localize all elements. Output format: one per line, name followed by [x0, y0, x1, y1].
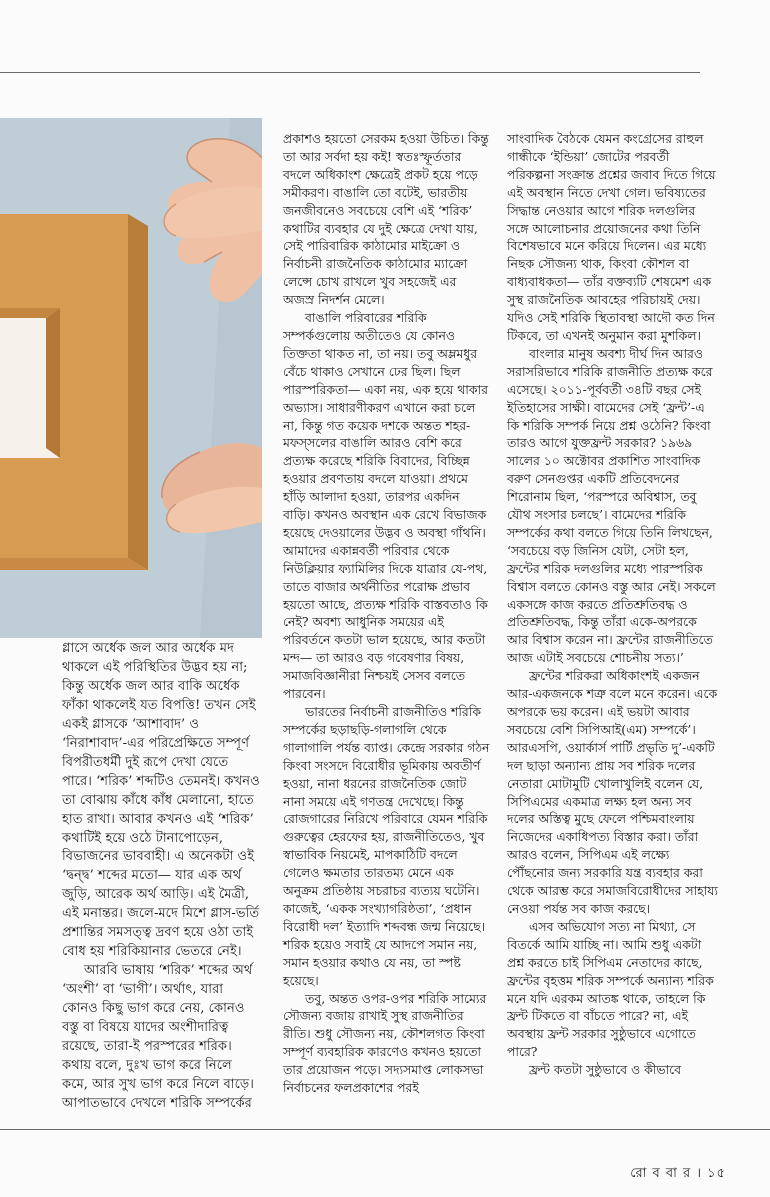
paragraph: তবু, অন্তত ওপর-ওপর শরিকি সাম্যের সৌজন্য বজায় রাখাই সুস্থ রাজনীতির রীতি। শুধু সৌজন্য নয়, কৌশলগত কিংবা সম্পূর্ণ ব্যবহারিক কারণেও কখনও হয়তো তার প্রয়োজন পড়ে। সদ্যসমাপ্ত লোকসভা নির্বাচনের ফলপ্রকাশের পরই [283, 990, 487, 1096]
paragraph: ফ্রন্টের শরিকরা অধিকাংশই একজন আর-একজনকে শত্রু বলে মনে করেন। একে অপরকে ভয় করেন। এই ভয়টা আবার সবচেয়ে বেশি সিপিআই(এম) সম্পর্কে’। আরএসপি, ওয়ার্কার্স পার্টি প্রভৃতি দু’-একটি দল ছাড়া অন্যান্য প্রায় সব শরিক দলের নেতারা মোটামুটি খোলাখুলিই বলেন যে, সিপিএমের একমাত্র লক্ষ্য হল অন্য সব দলের অস্তিত্ব মুছে ফেলে পশ্চিমবাংলায় নিজেদের একাধিপত্য বিস্তার করা। তাঁরা আরও বলেন, সিপিএম এই লক্ষ্যে পৌঁছনোর জন্য সরকারি যন্ত্র ব্যবহার করা থেকে আরম্ভ করে সমাজবিরোধীদের সাহায্য নেওয়া পর্যন্ত সব কাজ করছে। [507, 668, 718, 916]
article-column-3 [507, 130, 719, 1079]
article-column-1 [62, 640, 260, 1114]
header-divider [0, 72, 700, 73]
page-footer-label: রো ব বা র । ১৫ [630, 1166, 726, 1181]
paragraph: ভারতের নির্বাচনী রাজনীতিও শরিকি সম্পর্কের ছড়াছড়ি-গলাগলি থেকে গালাগালি পর্যন্ত ব্যাপ্ত। কেন্দ্রে সরকার গঠন কিংবা সংসদে বিরোধীর ভূমিকায় অবতীর্ণ হওয়া, নানা ধরনের রাজনৈতিক জোট নানা সময়ে এই গণতন্ত্র দেখেছে। কিন্তু রোজগারের নিরিখে পরিবারে যেমন শরিকি গুরুত্বের হেরফের হয়, রাজনীতিতেও, খুব স্বাভাবিক নিয়মেই, মাপকাঠিটি বদলে গেলেও ক্ষমতার তারতম্য মেনে এক অনুক্রম প্রতিষ্ঠায় সচরাচর ব্যত্যয় ঘটেনি। কাজেই, ‘একক সংখ্যাগরিষ্ঠতা’, ‘প্রধান বিরোধী দল’ ইত্যাদি শব্দবন্ধ জন্ম নিয়েছে। শরিক হয়েও সবাই যে আদপে সমান নয়, সমান হওয়ার কথাও যে নয়, তা স্পষ্ট হয়েছে। [283, 704, 490, 988]
paragraph: সাংবাদিক বৈঠকে যেমন কংগ্রেসের রাহুল গান্ধীকে ‘ইন্ডিয়া’ জোটের পরবর্তী পরিকল্পনা সংক্রান্ত প্রশ্নের জবাব দিতে গিয়ে এই অবস্থান নিতে দেখা গেল। ভবিষ্যতের সিদ্ধান্ত নেওয়ার আগে শরিক দলগুলির সঙ্গে আলোচনার প্রয়োজনের কথা তিনি বিশেষভাবে মনে করিয়ে দিলেন। এর মধ্যে নিছক সৌজন্য থাক, কিংবা কৌশল বা বাধ্যবাধকতা— তাঁর বক্তব্যটি শেষমেশ এক সুস্থ রাজনৈতিক আবহের পরিচায়ই দেয়। যদিও সেই শরিকি স্থিতাবস্থা আদৌ কত দিন টিকবে, তা এখনই অনুমান করা মুশকিল। [507, 131, 716, 343]
article-column-2 [283, 130, 490, 1097]
paragraph: গ্লাসে অর্ধেক জল আর অর্ধেক মদ থাকলে এই পরিস্থিতির উদ্ভব হয় না; কিন্তু অর্ধেক জল আর বাকি অর্ধেক ফাঁকা থাকলেই যত বিপত্তি! তখন সেই একই গ্লাসকে ‘আশাবাদ’ ও ‘নিরাশাবাদ’-এর পরিপ্রেক্ষিতে সম্পূর্ণ বিপরীতধর্মী দুই রূপে দেখা যেতে পারে। ‘শরিক’ শব্দটিও তেমনই। কখনও তা বোঝায় কাঁধে কাঁধ মেলানো, হাতে হাত রাখা। আবার কখনও এই ‘শরিক’ কথাটিই হয়ে ওঠে টানাপোড়েন, বিভাজনের ভাববাহী। এ অনেকটা ওই ‘দ্বন্দ্ব’ শব্দের মতো— যার এক অর্থ জুড়ি, আরেক অর্থ আড়ি। এই মৈত্রী, এই মনান্তর। জলে-মদে মিশে গ্লাস-ভর্তি প্রশান্তির সমসত্ত্ব দ্রবণ হয়ে ওঠা তাই বোধ হয় শরিকিয়ানার ভেতরে নেই। [62, 641, 260, 960]
hands-frame-image [0, 118, 262, 638]
paragraph: বাঙালি পরিবারের শরিকি সম্পর্কগুলোয় অতীতেও যে কোনও তিক্ততা থাকত না, তা নয়। তবু অম্লমধুর বেঁচে থাকাও সেখানে ঢের ছিল। ছিল পারস্পরিকতা— একা নয়, এক হয়ে থাকার অভ্যাস। সাধারণীকরণ এখানে করা চলে না, কিন্তু গত কয়েক দশকে অন্তত শহর-মফস্সলের বাঙালি আরও বেশি করে প্রত্যক্ষ করেছে শরিকি বিবাদের, বিচ্ছিন্ন হওয়ার প্রবণতায় বদলে যাওয়া। প্রথমে হাঁড়ি আলাদা হওয়া, তারপর একদিন বাড়ি। কখনও অবস্থান এক রেখে বিভাজক হয়েছে দেওয়ালের উদ্ভব ও অবস্থা গাঁথনি। আমাদের একান্নবর্তী পরিবার থেকে নিউক্লিয়ার ফ্যামিলির দিকে যাত্রার যে-পথ, তাতে বাজার অর্থনীতির পরোক্ষ প্রভাব হয়তো আছে, প্রত্যক্ষ শরিকি বাস্তবতাও কি নেই? অবশ্য আধুনিক সময়ের এই পরিবর্তনে কতটা ভাল হয়েছে, আর কতটা মন্দ— তা আরও বড় গবেষণার বিষয়, সমাজবিজ্ঞানীরা নিশ্চয়ই সেসব বলতে পারবেন। [283, 310, 488, 702]
paragraph: আরবি ভাষায় ‘শরিক’ শব্দের অর্থ ‘অংশী’ বা ‘ভাগী’। অর্থাৎ, যারা কোনও কিছু ভাগ করে নেয়, কোনও বস্তু বা বিষয়ে যাদের অংশীদারিত্ব রয়েছে, তারা-ই পরস্পরের শরিক। কথায় বলে, দুঃখ ভাগ করে নিলে কমে, আর সুখ ভাগ করে নিলে বাড়ে। আপাতভাবে দেখলে শরিকি সম্পর্কের [62, 963, 254, 1111]
paragraph: এসব অভিযোগ সত্য না মিথ্যা, সে বিতর্কে আমি যাচ্ছি না। আমি শুধু একটা প্রশ্ন করতে চাই সিপিএম নেতাদের কাছে, ফ্রন্টের বৃহত্তম শরিক সম্পর্কে অন্যান্য শরিক মনে যদি এরকম আতঙ্ক থাকে, তাহলে কি ফ্রন্ট টিকতে বা বাঁচতে পারে? না, এই অবস্থায় ফ্রন্ট সরকার সুষ্ঠুভাবে এগোতে পারে? [507, 918, 714, 1060]
illustration-hands-holding-frame [0, 118, 262, 638]
paragraph: ফ্রন্ট কতটা সুষ্ঠুভাবে ও কীভাবে [529, 1062, 681, 1078]
paragraph: বাংলার মানুষ অবশ্য দীর্ঘ দিন আরও সরাসরিভাবে শরিকি রাজনীতি প্রত্যক্ষ করে এসেছে। ২০১১-পূর্ববর্তী ৩৪টি বছর সেই ইতিহাসের সাক্ষী। বামেদের সেই ‘ফ্রন্ট’-এ কি শরিকি সম্পর্ক নিয়ে প্রশ্ন ওঠেনি? কিংবা তারও আগে যুক্তফ্রন্ট সরকার? ১৯৬৯ সালের ১০ অক্টোবর প্রকাশিত সাংবাদিক বরুণ সেনগুপ্তর একটি প্রতিবেদনের শিরোনাম ছিল, ‘পরস্পরে অবিশ্বাস, তবু যৌথ সংসার চলছে’। বামেদের শরিকি সম্পর্কের কথা বলতে গিয়ে তিনি লিখছেন, ‘সবচেয়ে বড় জিনিস যেটা, সেটা হল, ফ্রন্টের শরিক দলগুলির মধ্যে পারস্পরিক বিশ্বাস বলতে কোনও বস্তু আর নেই। সকলে একসঙ্গে কাজ করতে প্রতিশ্রুতিবদ্ধ ও প্রতিশ্রুতিবদ্ধ, কিন্তু তাঁরা একে-অপরকে আর বিশ্বাস করেন না। ফ্রন্টের রাজনীতিতে আজ এটাই সবচেয়ে শোচনীয় সত্য।’ [507, 345, 716, 666]
paragraph: প্রকাশও হয়তো সেরকম হওয়া উচিত। কিন্তু তা আর সর্বদা হয় কই! স্বতঃস্ফূর্ততার বদলে অধিকাংশ ক্ষেত্রেই প্রকট হয়ে পড়ে সমীকরণ। বাঙালি তো বটেই, ভারতীয় জনজীবনেও সবচেয়ে বেশি এই ‘শরিক’ কথাটির ব্যবহার যে দুই ক্ষেত্রে দেখা যায়, সেই পারিবারিক কাঠামোর মাইক্রো ও নির্বাচনী রাজনৈতিক কাঠামোর ম্যাক্রো লেন্সে চোখ রাখলে খুব সহজেই এর অজস্র নিদর্শন মেলে। [283, 131, 489, 308]
footer-divider [0, 1129, 770, 1130]
